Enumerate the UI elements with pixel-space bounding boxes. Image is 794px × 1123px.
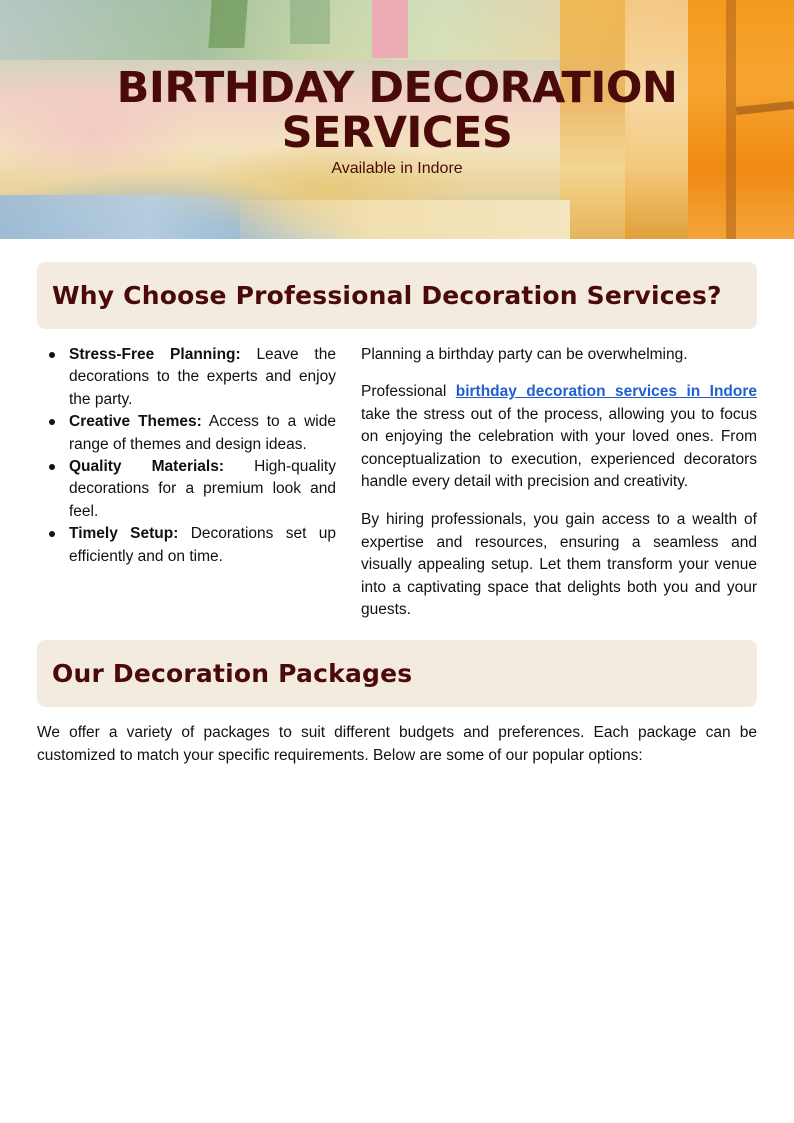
list-item-text: Leave the decorations to the experts and enjoy the party. [69, 346, 336, 408]
packages-heading: Our Decoration Packages [52, 659, 413, 688]
list-item [48, 411, 336, 456]
list-item-term: Stress-Free Planning: [69, 346, 241, 363]
list-item [48, 344, 336, 411]
list-item-text: Access to a wide range of themes and design ideas. [69, 413, 336, 453]
why-heading-panel [37, 262, 757, 329]
decoration-services-link[interactable]: birthday decoration services in Indore [455, 383, 757, 401]
paint-stroke-decoration [290, 0, 330, 44]
page-title: BIRTHDAY DECORATION SERVICES [116, 63, 678, 158]
why-heading: Why Choose Professional Decoration Services? [52, 281, 722, 310]
bullet-icon [49, 419, 55, 425]
list-item-term: Creative Themes: [69, 413, 202, 431]
benefits-list [48, 344, 336, 568]
list-item [48, 456, 336, 523]
paragraph-text: take the stress out of the process, allowing you to focus on enjoying the celebration with your loved ones. From conceptualization to execution, experienced decorators handle every detail with precision and creativity. [361, 405, 757, 491]
paragraph: By hiring professionals, you gain access to a wealth of expertise and resources, ensuring a seamless and visually appealing setup. Let them transform your venue into a captivating space that delights both you and your guests. [361, 511, 757, 619]
paragraph: Planning a birthday party can be overwhelming. [361, 346, 688, 363]
list-item-term: Quality Materials: [69, 458, 225, 476]
packages-intro: We offer a variety of packages to suit different budgets and preferences. Each package can be customized to match your specific requirements. Below are some of our popular options: [37, 724, 757, 764]
paragraph-text: Professional [361, 383, 447, 401]
list-item-text: High-quality decorations for a premium look and feel. [69, 458, 336, 520]
paint-stroke-decoration [240, 200, 570, 239]
list-item [48, 523, 336, 568]
packages-heading-panel [37, 640, 757, 707]
bullet-icon [49, 464, 55, 470]
list-item-text: Decorations set up efficiently and on time. [69, 525, 336, 565]
list-item-term: Timely Setup: [69, 525, 179, 543]
paint-stroke-decoration [0, 195, 250, 239]
page-subtitle: Available in Indore [331, 160, 463, 177]
paint-stroke-decoration [208, 0, 247, 48]
why-description [361, 344, 757, 637]
hero-banner [0, 0, 794, 239]
paint-stroke-decoration [372, 0, 408, 58]
bullet-icon [49, 352, 55, 358]
paragraph [361, 381, 757, 493]
bullet-icon [49, 531, 55, 537]
